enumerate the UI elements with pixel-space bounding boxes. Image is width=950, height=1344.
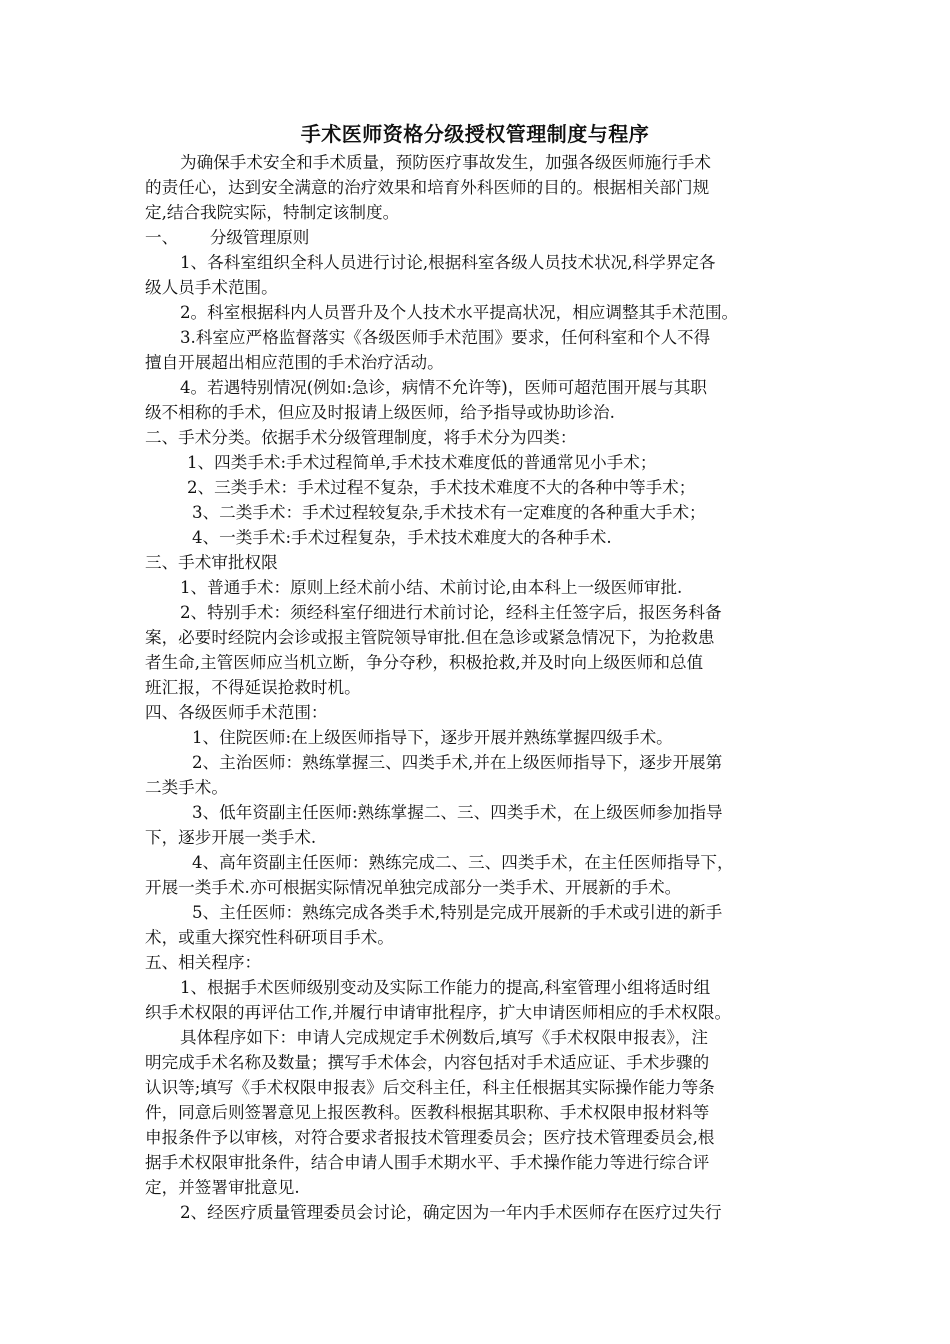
body-line: 明完成手术名称及数量；撰写手术体会，内容包括对手术适应证、手术步骤的	[145, 1053, 710, 1072]
body-line: 二类手术。	[145, 778, 228, 797]
body-line: 具体程序如下：申请人完成规定手术例数后,填写《手术权限申报表》，注	[180, 1028, 708, 1047]
body-line: 下，逐步开展一类手术.	[145, 828, 317, 847]
body-line: 2、三类手术：手术过程不复杂，手术技术难度不大的各种中等手术；	[187, 478, 696, 497]
body-line: 1、普通手术：原则上经术前小结、术前讨论,由本科上一级医师审批.	[180, 578, 683, 597]
section-heading-2: 二、手术分类。依据手术分级管理制度，将手术分为四类：	[145, 428, 577, 447]
body-line: 的责任心，达到安全满意的治疗效果和培育外科医师的目的。根据相关部门规	[145, 178, 710, 197]
body-line: 2。科室根据科内人员晋升及个人技术水平提高状况，相应调整其手术范围。	[180, 303, 739, 322]
body-line: 申报条件予以审核，对符合要求者报技术管理委员会；医疗技术管理委员会,根	[145, 1128, 715, 1147]
body-line: 开展一类手术.亦可根据实际情况单独完成部分一类手术、开展新的手术。	[145, 878, 682, 897]
body-line: 1、住院医师:在上级医师指导下，逐步开展并熟练掌握四级手术。	[192, 728, 673, 747]
body-line: 认识等;填写《手术权限申报表》后交科主任，科主任根据其实际操作能力等条	[145, 1078, 715, 1097]
body-line: 织手术权限的再评估工作,并履行申请审批程序，扩大申请医师相应的手术权限。	[145, 1003, 732, 1022]
body-line: 定，并签署审批意见.	[145, 1178, 300, 1197]
body-line: 3、低年资副主任医师:熟练掌握二、三、四类手术，在上级医师参加指导	[192, 803, 723, 822]
body-line: 术，或重大探究性科研项目手术。	[145, 928, 394, 947]
section-heading-3: 三、手术审批权限	[145, 553, 278, 572]
section-heading-4: 四、各级医师手术范围：	[145, 703, 328, 722]
body-line: 2、主治医师：熟练掌握三、四类手术,并在上级医师指导下，逐步开展第	[192, 753, 723, 772]
body-line: 级不相称的手术，但应及时报请上级医师，给予指导或协助诊治.	[145, 403, 615, 422]
body-line: 4、一类手术:手术过程复杂，手术技术难度大的各种手术.	[192, 528, 612, 547]
body-line: 4。若遇特别情况(例如:急诊，病情不允许等)，医师可超范围开展与其职	[180, 378, 707, 397]
body-line: 为确保手术安全和手术质量，预防医疗事故发生，加强各级医师施行手术	[180, 153, 711, 172]
body-line: 件，同意后则签署意见上报医教科。医教科根据其职称、手术权限申报材料等	[145, 1103, 710, 1122]
body-line: 擅自开展超出相应范围的手术治疗活动。	[145, 353, 444, 372]
body-line: 2、特别手术：须经科室仔细进行术前讨论，经科主任签字后，报医务科备	[180, 603, 722, 622]
body-line: 者生命,主管医师应当机立断，争分夺秒，积极抢救,并及时向上级医师和总值	[145, 653, 704, 672]
body-line: 定,结合我院实际，特制定该制度。	[145, 203, 400, 222]
body-line: 班汇报，不得延误抢救时机。	[145, 678, 361, 697]
document-title: 手术医师资格分级授权管理制度与程序	[300, 122, 650, 146]
section-heading-1: 一、 分级管理原则	[145, 228, 310, 247]
body-line: 级人员手术范围。	[145, 278, 278, 297]
body-line: 3、二类手术：手术过程较复杂,手术技术有一定难度的各种重大手术；	[192, 503, 706, 522]
body-line: 2、经医疗质量管理委员会讨论，确定因为一年内手术医师存在医疗过失行	[180, 1203, 722, 1222]
body-line: 1、四类手术:手术过程简单,手术技术难度低的普通常见小手术；	[187, 453, 657, 472]
body-line: 5、主任医师：熟练完成各类手术,特别是完成开展新的手术或引进的新手	[192, 903, 723, 922]
body-line: 1、根据手术医师级别变动及实际工作能力的提高,科室管理小组将适时组	[180, 978, 711, 997]
body-line: 1、各科室组织全科人员进行讨论,根据科室各级人员技术状况,科学界定各	[180, 253, 716, 272]
body-line: 4、高年资副主任医师：熟练完成二、三、四类手术，在主任医师指导下，	[192, 853, 734, 872]
body-line: 据手术权限审批条件，结合申请人围手术期水平、手术操作能力等进行综合评	[145, 1153, 710, 1172]
body-line: 案，必要时经院内会诊或报主管院领导审批.但在急诊或紧急情况下，为抢救患	[145, 628, 715, 647]
body-line: 3.科室应严格监督落实《各级医师手术范围》要求，任何科室和个人不得	[180, 328, 711, 347]
section-heading-5: 五、相关程序：	[145, 953, 262, 972]
